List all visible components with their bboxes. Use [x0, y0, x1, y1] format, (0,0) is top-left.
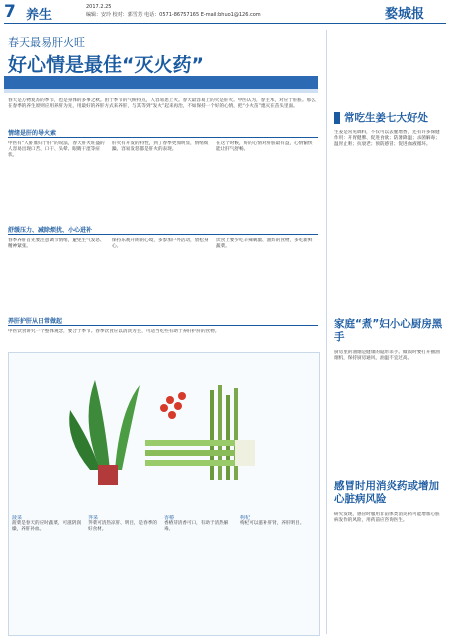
food-desc-4: 枸杞可以滋补肝肾，养肝明目。 [240, 521, 305, 527]
food-name-2: 荠菜 [88, 515, 99, 521]
section-rule-1 [8, 137, 318, 138]
article-lead: 春天是万物复苏的季节，也是身体的多事之秋。由于季节的气候特点，人容易患上火。春天最容易上的火是肝火。中医认为，春主木，对应于肝脏。那么在春季的养生原则应用养肝为先，用最好的养肝方式来养肝，与其等到“发火”起来再治，不如保持一个好的心情，把“小火苗”熄灭在苗头里面。 [8, 98, 316, 110]
food-note-1 [12, 515, 84, 631]
food-desc-1: 菠菜是春天的应时蔬菜，可滋阴润燥，养肝补血。 [12, 521, 81, 533]
article-kicker: 春天最易肝火旺 [8, 36, 85, 49]
section-2-para-2: 保持乐观开朗的心境，多参加户外活动，放松身心。 [112, 238, 209, 250]
spinach-icon [69, 380, 140, 485]
section-rule-2 [8, 234, 318, 235]
section-title-1: 情绪是肝的导火索 [8, 130, 57, 137]
food-note-4 [240, 515, 314, 631]
food-desc-3: 香椿芽清香可口，有助于清热解毒。 [164, 521, 229, 533]
section-3-para-1: 中医饮食讲究一个整体观念，要合于季节。春季饮食应以清淡为主，可适当吃些有助于养肝护肝的食物。 [8, 329, 220, 334]
header-divider [4, 23, 446, 24]
food-name-1: 菠菜 [12, 515, 23, 521]
section-1-para-2: 肝火有升发的特性，到了春季更加明显，情绪烦躁、容易发怒都是肝火的表现。 [112, 141, 209, 153]
column-divider [326, 30, 327, 634]
page-number: 7 [4, 2, 16, 22]
section-2-para-1: 春季养肝首先要注意调节情绪，避免生气发怒、精神紧张。 [8, 238, 105, 250]
wolfberry-icon [160, 392, 186, 419]
food-desc-2: 荠菜可清热凉肝、明目，是春季的好食材。 [88, 521, 157, 533]
section-title-2: 舒缓压力、减除烦扰、小心进补 [8, 227, 93, 234]
publish-date: 2017.2.25 [86, 4, 112, 10]
sidebar-title-1: 常吃生姜七大好处 [344, 112, 428, 124]
section-1-para-3: 在这个时候，好的心情对肝脏最有益，心情愉快能让肝气舒畅。 [216, 141, 313, 153]
headline-band [4, 76, 318, 89]
food-name-3: 香椿 [164, 515, 175, 521]
section-rule-3 [8, 325, 318, 326]
section-1-para-1: 中医有“人卧血归于肝”的说法，春天肝火旺盛的人容易出现口苦、口干、头晕、眼睛干涩等症状。 [8, 141, 105, 159]
sidebar-title-3: 感冒时用消炎药或增加心脏病风险 [334, 480, 439, 505]
article-headline: 好心情是最佳“灭火药” [8, 54, 204, 76]
sidebar-body-3: 研究发现，感冒时服用非甾体类消炎药可能增加心脏病发作的风险，用药前应咨询医生。 [334, 512, 440, 524]
vegetable-illustration [60, 360, 270, 510]
food-name-4: 枸杞 [240, 515, 251, 521]
sidebar-body-1: 生姜是常见调料，不仅可以去腥增香，还有许多保健作用：开胃健脾、促进食欲；防暑降温；杀菌解毒；温胃止呕；抗衰老；预防感冒；促进血液循环。 [334, 130, 440, 148]
sidebar-title-2: 家庭“煮”妇小心厨房黑手 [334, 318, 443, 343]
masthead-logo: 婺城报 [385, 7, 425, 22]
food-note-3 [164, 515, 236, 631]
section-2-para-3: 饮食上要少吃辛辣刺激、油炸的食物，多吃新鲜蔬菜。 [216, 238, 313, 250]
editor-info: 编辑：安玲 校对：郭雪芳 电话：0571-86757165 E-mail:bhuo1@126.com [86, 12, 261, 18]
leek-icon [145, 440, 255, 466]
sidebar-body-2: 厨房里的油烟是健康的隐形杀手。做饭时要打开抽油烟机，保持厨房通风，油温不宜过高。 [334, 350, 440, 362]
section-title: 养生 [26, 8, 53, 23]
food-note-2 [88, 515, 160, 631]
sidebar-marker-1 [334, 112, 340, 124]
section-title-3: 养肝护肝从日常做起 [8, 318, 63, 325]
headline-band-light [4, 89, 318, 93]
